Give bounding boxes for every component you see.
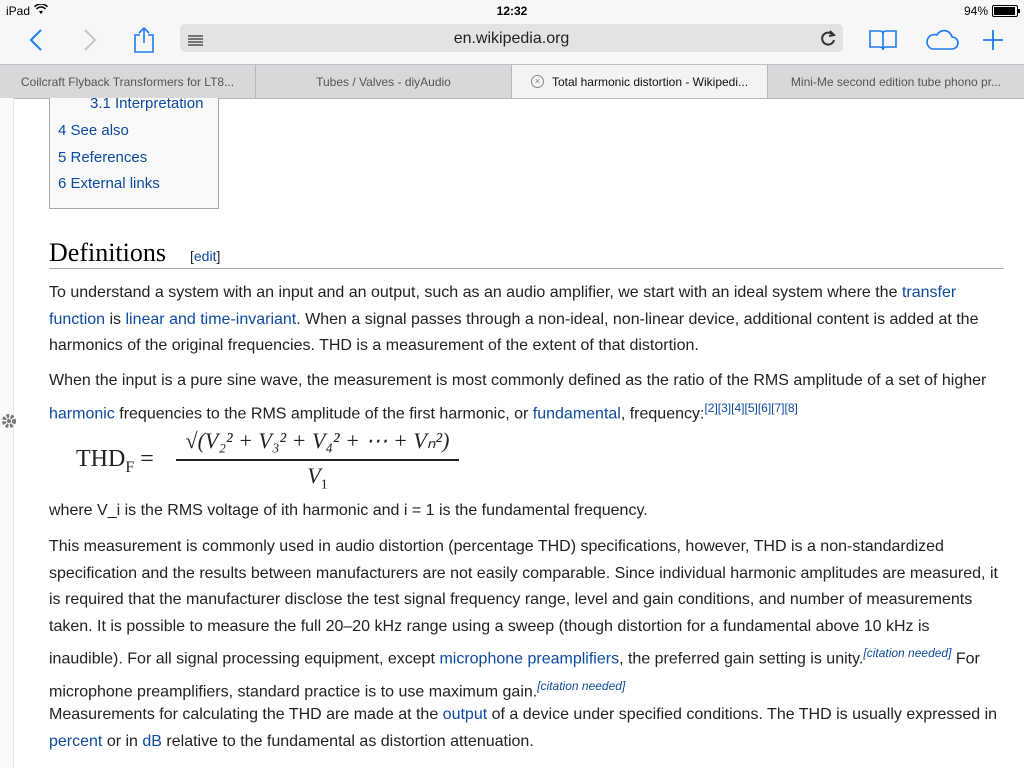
new-tab-button[interactable]	[975, 24, 1011, 56]
section-edit: [edit]	[190, 248, 221, 264]
device-label: iPad	[6, 4, 31, 18]
table-of-contents	[49, 98, 219, 209]
tab-label: Tubes / Valves - diyAudio	[316, 74, 451, 89]
link-fundamental[interactable]: fundamental	[532, 404, 621, 422]
status-bar	[0, 0, 1024, 22]
tab-mini-me[interactable]	[768, 65, 1024, 98]
tab-diyaudio[interactable]	[256, 65, 512, 98]
section-heading: Definitions	[49, 238, 166, 267]
formula-numerator: √(V₂² + V₃² + V₄² + ⋯ + Vₙ²)	[185, 428, 450, 453]
cloud-icon	[924, 29, 960, 51]
formula-denominator: $V_1$	[307, 463, 328, 493]
status-right	[964, 4, 1018, 18]
paragraph-2: When the input is a pure sine wave, the measurement is most commonly defined as the ratio of the RMS amplitude of a set of higher harmonic frequencies to the RMS amplitude of the first harmonic, or fundamental, frequency:[2][3][4][5][6][7][8]	[49, 372, 987, 422]
citation-needed-link[interactable]: [citation needed]	[537, 679, 626, 694]
edit-link[interactable]: edit	[193, 248, 217, 264]
bookmarks-button[interactable]	[865, 24, 901, 56]
link-harmonic[interactable]: harmonic	[49, 404, 115, 422]
link-percent[interactable]: percent	[49, 732, 103, 750]
link-microphone-preamplifiers[interactable]: microphone preamplifiers	[439, 650, 620, 668]
battery-icon	[992, 5, 1018, 17]
url-text: en.wikipedia.org	[453, 30, 570, 47]
toc-item-see-also[interactable]: 4 See also	[58, 122, 129, 139]
book-icon	[869, 29, 897, 51]
paragraph-5: Measurements for calculating the THD are made at the output of a device under specified conditions. The THD is usually expressed in percent or in dB relative to the fundamental as distortion attenuation.	[49, 706, 998, 750]
tab-thd-wikipedia[interactable]	[512, 65, 768, 98]
link-db[interactable]: dB	[142, 732, 162, 750]
share-button[interactable]	[126, 24, 162, 56]
paragraph-1: To understand a system with an input and an output, such as an audio amplifier, we start with an ideal system where the transfer function is linear and time-invariant. When a signal passes through a non-ideal, non-linear device, additional content is added at the harmonics of the original frequencies. THD is a measurement of the extent of that distortion.	[49, 284, 979, 355]
close-tab-icon[interactable]: ×	[531, 75, 544, 88]
link-output[interactable]: output	[442, 706, 488, 723]
link-transfer-function[interactable]: transfer function	[49, 284, 957, 328]
reload-icon[interactable]	[820, 29, 836, 52]
article-content	[0, 98, 1024, 768]
tab-bar	[0, 64, 1024, 99]
status-time: 12:32	[496, 4, 528, 18]
tab-label: Mini-Me second edition tube phono pr...	[790, 74, 1002, 89]
tab-label: Coilcraft Flyback Transformers for LT8...	[20, 74, 235, 89]
back-button[interactable]	[18, 24, 54, 56]
heading-divider	[49, 268, 1004, 269]
plus-icon	[982, 29, 1004, 51]
icloud-tabs-button[interactable]	[922, 24, 962, 56]
chevron-right-icon	[83, 28, 97, 52]
citation-needed-link[interactable]: [citation needed]	[863, 646, 952, 661]
chevron-left-icon	[29, 28, 43, 52]
address-bar[interactable]	[180, 24, 843, 52]
tab-coilcraft[interactable]	[0, 65, 256, 98]
tab-label: Total harmonic distortion - Wikipedi...	[551, 74, 749, 89]
formula-lhs: $THD_F$ =	[76, 446, 154, 476]
toc-item-interpretation[interactable]: 3.1 Interpretation	[90, 98, 204, 112]
reference-links[interactable]: [2][3][4][5][6][7][8]	[704, 400, 798, 415]
paragraph-4: This measurement is commonly used in audio distortion (percentage THD) specifications, however, THD is a non-standardized specification and the results between manufacturers are not easily comparable. Since individual harmonic amplitudes are measured, it is required that the manufacturer disclose the test signal frequency range, level and gain conditions, and number of measurements taken. It is possible to measure the full 20–20 kHz range using a sweep (though distortion for a fundamental above 10 kHz is inaudible). For all signal processing equipment, except microphone preamplifiers, the preferred gain setting is unity.[citation needed] For microphone preamplifiers, standard practice is to use maximum gain.[citation needed]	[49, 538, 998, 701]
share-icon	[133, 26, 155, 54]
toc-item-external-links[interactable]: 6 External links	[58, 175, 160, 192]
paragraph-3: where V_i is the RMS voltage of ith harmonic and i = 1 is the fundamental frequency.	[49, 502, 648, 519]
battery-percent: 94%	[963, 4, 988, 18]
toc-item-references[interactable]: 5 References	[58, 149, 148, 166]
browser-toolbar	[0, 22, 1024, 64]
forward-button[interactable]	[72, 24, 108, 56]
link-linear-time-invariant[interactable]: linear and time-invariant	[125, 310, 297, 328]
fraction-bar	[176, 459, 459, 461]
